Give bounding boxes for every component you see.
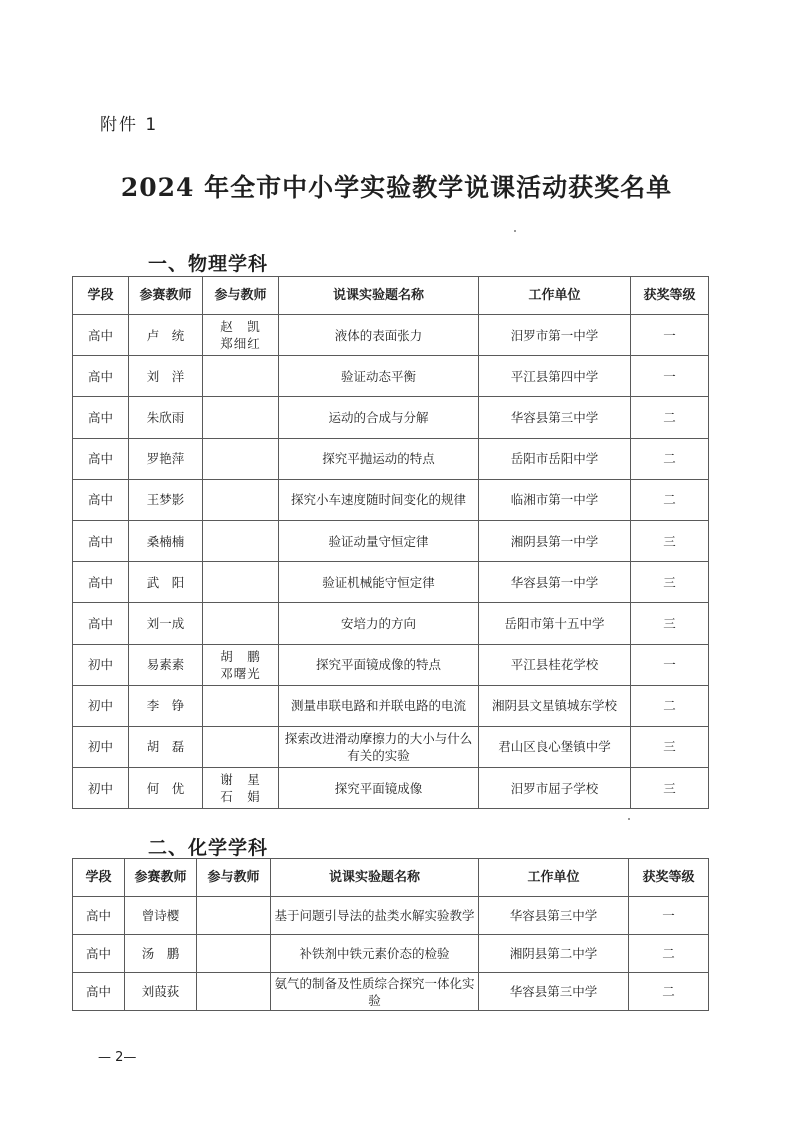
- cell-stage: 高中: [73, 897, 125, 935]
- physics-table-body: [73, 315, 709, 809]
- cell-topic: 探究平抛运动的特点: [279, 438, 479, 479]
- cell-stage: 初中: [73, 768, 129, 809]
- table-row: [73, 356, 709, 397]
- header-award: 获奖等级: [629, 859, 709, 897]
- cell-stage: 高中: [73, 479, 129, 520]
- cell-teacher: 易素素: [129, 644, 203, 685]
- cell-award: 二: [629, 935, 709, 973]
- section-heading-physics: 一、物理学科: [148, 253, 269, 275]
- participant-name: 胡 鹏: [220, 648, 261, 664]
- cell-teacher: 何 优: [129, 768, 203, 809]
- cell-teacher: 刘葭荻: [125, 973, 197, 1011]
- table-header-row: [73, 859, 709, 897]
- cell-award: 三: [631, 726, 709, 767]
- cell-participants: [197, 935, 271, 973]
- cell-teacher: 胡 磊: [129, 726, 203, 767]
- cell-participants: [203, 397, 279, 438]
- cell-unit: 岳阳市岳阳中学: [479, 438, 631, 479]
- cell-topic: 探究平面镜成像的特点: [279, 644, 479, 685]
- cell-stage: 初中: [73, 685, 129, 726]
- table-row: [73, 438, 709, 479]
- cell-award: 二: [631, 438, 709, 479]
- cell-unit: 君山区良心堡镇中学: [479, 726, 631, 767]
- cell-award: 一: [631, 644, 709, 685]
- cell-participants: [203, 356, 279, 397]
- cell-stage: 高中: [73, 397, 129, 438]
- participant-name: 赵 凯: [220, 319, 261, 335]
- cell-stage: 高中: [73, 356, 129, 397]
- cell-teacher: 卢 统: [129, 315, 203, 356]
- participant-name: 谢 星: [220, 772, 261, 788]
- cell-unit: 汨罗市第一中学: [479, 315, 631, 356]
- scan-speck: [628, 818, 630, 820]
- cell-teacher: 桑楠楠: [129, 520, 203, 561]
- cell-participants: [203, 726, 279, 767]
- section-heading-chemistry: 二、化学学科: [148, 837, 269, 859]
- attachment-label: 附件 1: [100, 115, 159, 135]
- cell-teacher: 朱欣雨: [129, 397, 203, 438]
- table-row: [73, 768, 709, 809]
- table-row: [73, 603, 709, 644]
- cell-award: 三: [631, 562, 709, 603]
- cell-topic: 探索改进滑动摩擦力的大小与什么有关的实验: [279, 726, 479, 767]
- cell-unit: 华容县第一中学: [479, 562, 631, 603]
- cell-topic: 验证动量守恒定律: [279, 520, 479, 561]
- cell-participants: [203, 562, 279, 603]
- cell-award: 三: [631, 520, 709, 561]
- table-row: [73, 520, 709, 561]
- table-row: [73, 397, 709, 438]
- cell-unit: 湘阴县第二中学: [479, 935, 629, 973]
- cell-unit: 华容县第三中学: [479, 897, 629, 935]
- cell-stage: 初中: [73, 644, 129, 685]
- cell-unit: 华容县第三中学: [479, 973, 629, 1011]
- header-teacher: 参赛教师: [129, 277, 203, 315]
- header-award: 获奖等级: [631, 277, 709, 315]
- cell-award: 一: [631, 315, 709, 356]
- cell-unit: 汨罗市屈子学校: [479, 768, 631, 809]
- table-row: [73, 973, 709, 1011]
- cell-participants: [197, 897, 271, 935]
- cell-participants: [203, 644, 279, 685]
- table-row: [73, 685, 709, 726]
- cell-unit: 临湘市第一中学: [479, 479, 631, 520]
- cell-award: 二: [631, 479, 709, 520]
- cell-award: 三: [631, 603, 709, 644]
- physics-award-table: [72, 276, 709, 809]
- cell-award: 一: [631, 356, 709, 397]
- cell-stage: 高中: [73, 438, 129, 479]
- cell-topic: 补铁剂中铁元素价态的检验: [271, 935, 479, 973]
- table-row: [73, 726, 709, 767]
- cell-stage: 高中: [73, 603, 129, 644]
- header-unit: 工作单位: [479, 859, 629, 897]
- participant-name: 石 娟: [220, 789, 261, 805]
- header-topic: 说课实验题名称: [271, 859, 479, 897]
- cell-unit: 岳阳市第十五中学: [479, 603, 631, 644]
- cell-award: 三: [631, 768, 709, 809]
- cell-teacher: 汤 鹏: [125, 935, 197, 973]
- cell-participants: [203, 315, 279, 356]
- cell-participants: [203, 520, 279, 561]
- table-row: [73, 897, 709, 935]
- cell-award: 二: [631, 685, 709, 726]
- cell-teacher: 李 铮: [129, 685, 203, 726]
- table-row: [73, 935, 709, 973]
- cell-teacher: 曾诗樱: [125, 897, 197, 935]
- cell-stage: 高中: [73, 935, 125, 973]
- cell-award: 二: [629, 973, 709, 1011]
- cell-participants: [203, 603, 279, 644]
- cell-teacher: 刘一成: [129, 603, 203, 644]
- chemistry-award-table: [72, 858, 709, 1011]
- table-row: [73, 315, 709, 356]
- cell-stage: 高中: [73, 973, 125, 1011]
- cell-stage: 高中: [73, 315, 129, 356]
- cell-teacher: 刘 洋: [129, 356, 203, 397]
- cell-unit: 湘阴县第一中学: [479, 520, 631, 561]
- participant-name: 郑细红: [220, 336, 261, 352]
- cell-topic: 测量串联电路和并联电路的电流: [279, 685, 479, 726]
- cell-teacher: 武 阳: [129, 562, 203, 603]
- document-title: 2024 年全市中小学实验教学说课活动获奖名单: [120, 173, 673, 202]
- cell-participants: [203, 685, 279, 726]
- header-unit: 工作单位: [479, 277, 631, 315]
- cell-topic: 探究平面镜成像: [279, 768, 479, 809]
- page-number: — 2—: [98, 1050, 137, 1065]
- cell-topic: 运动的合成与分解: [279, 397, 479, 438]
- table-header-row: [73, 277, 709, 315]
- cell-participants: [203, 438, 279, 479]
- cell-participants: [203, 479, 279, 520]
- cell-unit: 华容县第三中学: [479, 397, 631, 438]
- cell-award: 一: [629, 897, 709, 935]
- header-topic: 说课实验题名称: [279, 277, 479, 315]
- cell-topic: 基于问题引导法的盐类水解实验教学: [271, 897, 479, 935]
- header-teacher: 参赛教师: [125, 859, 197, 897]
- cell-teacher: 王梦影: [129, 479, 203, 520]
- table-row: [73, 562, 709, 603]
- header-stage: 学段: [73, 277, 129, 315]
- chemistry-table-body: [73, 897, 709, 1011]
- cell-topic: 验证动态平衡: [279, 356, 479, 397]
- table-row: [73, 644, 709, 685]
- cell-topic: 验证机械能守恒定律: [279, 562, 479, 603]
- header-stage: 学段: [73, 859, 125, 897]
- cell-participants: [203, 768, 279, 809]
- cell-topic: 氨气的制备及性质综合探究一体化实验: [271, 973, 479, 1011]
- cell-teacher: 罗艳萍: [129, 438, 203, 479]
- header-participants: 参与教师: [197, 859, 271, 897]
- header-participants: 参与教师: [203, 277, 279, 315]
- table-row: [73, 479, 709, 520]
- cell-stage: 高中: [73, 562, 129, 603]
- scan-speck: [514, 230, 516, 232]
- cell-unit: 平江县第四中学: [479, 356, 631, 397]
- cell-unit: 平江县桂花学校: [479, 644, 631, 685]
- cell-participants: [197, 973, 271, 1011]
- cell-stage: 高中: [73, 520, 129, 561]
- cell-topic: 液体的表面张力: [279, 315, 479, 356]
- participant-name: 邓曙光: [220, 665, 261, 681]
- cell-topic: 探究小车速度随时间变化的规律: [279, 479, 479, 520]
- cell-stage: 初中: [73, 726, 129, 767]
- cell-unit: 湘阴县文星镇城东学校: [479, 685, 631, 726]
- cell-award: 二: [631, 397, 709, 438]
- cell-topic: 安培力的方向: [279, 603, 479, 644]
